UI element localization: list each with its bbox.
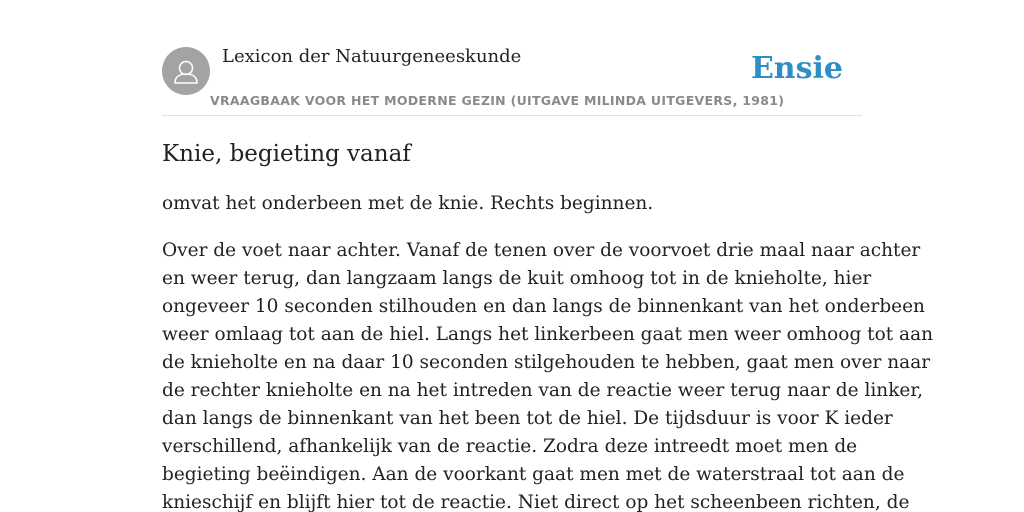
paragraph-line: verschillend, afhankelijk van de reactie. Zodra deze intreedt moet men de: [162, 436, 858, 457]
paragraph-line: dan langs de binnenkant van het been tot de hiel. De tijdsduur is voor K ieder: [162, 408, 893, 429]
paragraph-line: ongeveer 10 seconden stilhouden en dan langs de binnenkant van het onderbeen: [162, 296, 925, 317]
paragraph-line: knieschijf en blijft hier tot de reactie. Niet direct op het scheenbeen richten, de: [162, 492, 910, 512]
source-title-link[interactable]: Lexicon der Natuurgeneeskunde: [222, 46, 522, 67]
paragraph-line: de knieholte en na daar 10 seconden stilgehouden te hebben, gaat men over naar: [162, 352, 931, 373]
ensie-logo[interactable]: Ensie: [750, 51, 843, 86]
paragraph-line: en weer terug, dan langzaam langs de kuit omhoog tot in de knieholte, hier: [162, 268, 872, 289]
source-subtitle: VRAAGBAAK VOOR HET MODERNE GEZIN (UITGAVE MILINDA UITGEVERS, 1981): [210, 93, 785, 108]
source-avatar: [162, 47, 210, 95]
paragraph-line: de rechter knieholte en na het intreden van de reactie weer terug naar de linker,: [162, 380, 924, 401]
user-icon: [162, 47, 210, 95]
entry-content: [162, 134, 934, 512]
paragraph-line: Over de voet naar achter. Vanaf de tenen over de voorvoet drie maal naar achter: [162, 240, 921, 261]
entry-paragraph: omvat het onderbeen met de knie. Rechts beginnen.: [162, 193, 654, 214]
entry-title: Knie, begieting vanaf: [162, 141, 411, 167]
paragraph-line: weer omlaag tot aan de hiel. Langs het linkerbeen gaat men weer omhoog tot aan: [162, 324, 934, 345]
entry-paragraph: [162, 237, 934, 512]
paragraph-line: begieting beëindigen. Aan de voorkant gaat men met de waterstraal tot aan de: [162, 464, 905, 485]
header: [162, 0, 862, 116]
